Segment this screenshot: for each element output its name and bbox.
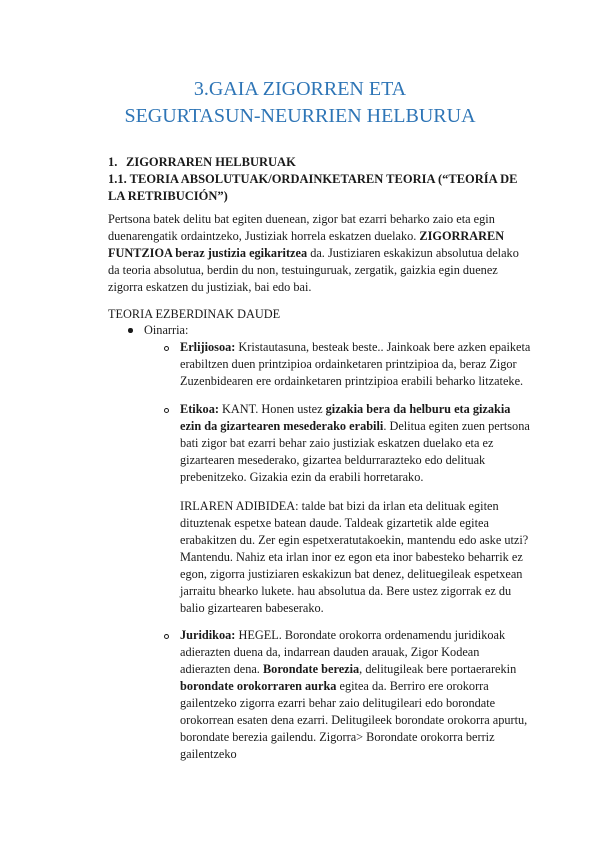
religious-line-2: erabiltzen duen printzipioa ordainketaren printzipioa da, beraz Zigor bbox=[180, 357, 517, 371]
legal-line-8: gailentzeko bbox=[180, 747, 237, 761]
example-line-6: jarraitu bhearko lukete. hau absolutua da. Bere ustez zigorrak ez du bbox=[180, 584, 512, 598]
bullet-dot-icon bbox=[128, 328, 133, 333]
ethical-line-2: ezin da gizartearen mesederako erabili. Delitua egiten zuen pertsona bbox=[180, 419, 530, 433]
ethical-line-1: Etikoa: KANT. Honen ustez gizakia bera da helburu eta gizakia bbox=[180, 402, 511, 416]
legal-line-1: Juridikoa: HEGEL. Borondate orokorra ordenamendu juridikoak bbox=[180, 628, 506, 642]
intro-line-3: FUNTZIOA beraz justizia egikaritzea da. Justiziaren eskakizun absolutua delako bbox=[108, 246, 519, 260]
example-line-1: IRLAREN ADIBIDEA: talde bat bizi da irlan eta delituak egiten bbox=[180, 499, 499, 513]
section-heading: ZIGORRAREN HELBURUAK bbox=[126, 155, 296, 169]
theories-heading: TEORIA EZBERDINAK DAUDE bbox=[108, 307, 281, 321]
page-title-line-1: 3.GAIA ZIGORREN ETA bbox=[193, 78, 407, 100]
legal-line-3: adierazten dena. Borondate berezia, delitugileak bere portaerarekin bbox=[180, 662, 517, 676]
subsection-heading-line-1: 1.1. TEORIA ABSOLUTUAK/ORDAINKETAREN TEORIA (“TEORÍA DE bbox=[108, 172, 518, 186]
section-number: 1. bbox=[108, 155, 118, 169]
example-line-5: egon, zigorra justiziaren eskakizun bat denez, delituegileak espetxean bbox=[180, 567, 523, 581]
legal-line-5: gailentzeko zigorra ezarri behar zaio delitugileari edo borondate bbox=[180, 696, 496, 710]
example-line-3: erabakitzen du. Zer egin espetxeratutakoekin, mantendu edo aske utzi? bbox=[180, 533, 529, 547]
intro-line-5: zigorra eskatzen du justiziak, bai edo bai. bbox=[108, 280, 312, 294]
legal-line-6: orokorrean esaten dena ezarri. Delitugileek borondate orokorra apurtu, bbox=[180, 713, 528, 727]
ethical-line-4: gizartearen mesederako, gizartea beldurrarazteko edo delituak bbox=[180, 453, 486, 467]
ethical-line-3: bati zigor bat ezarri behar zaio justiziak eskatzen duelako eta ez bbox=[180, 436, 494, 450]
intro-line-1: Pertsona batek delitu bat egiten duenean, zigor bat ezarri beharko zaio eta egin bbox=[108, 212, 495, 226]
bullet-circle-icon bbox=[164, 346, 169, 351]
example-line-4: Mantendu. Nahiz eta irlan inor ez egon eta inor babesteko beharrik ez bbox=[180, 550, 523, 564]
ethical-line-5: prebenitzeko. Gizakia ezin da erabili horretarako. bbox=[180, 470, 424, 484]
bullet-circle-icon bbox=[164, 408, 169, 413]
example-line-2: dituztenak espetxe batean daude. Taldeak gizartetik alde egitea bbox=[180, 516, 489, 530]
bullet-circle-icon bbox=[164, 634, 169, 639]
legal-line-4: borondate orokorraren aurka egitea da. Berriro ere orokorra bbox=[180, 679, 489, 693]
example-line-7: balio gizartearen babeserako. bbox=[180, 601, 324, 615]
subsection-heading-line-2: LA RETRIBUCIÓN”) bbox=[108, 189, 228, 203]
page-title-line-2: SEGURTASUN-NEURRIEN HELBURUA bbox=[124, 105, 476, 127]
legal-line-2: adierazten duena da, indarrean dauden arauak, Zigor Kodean bbox=[180, 645, 480, 659]
religious-line-3: Zuzenbidearen ere ordainketaren printzipioa erabili beharko litzateke. bbox=[180, 374, 524, 388]
legal-line-7: borondate berezia gailendu. Zigorra> Borondate orokorra berriz bbox=[180, 730, 495, 744]
intro-line-2: duenarengatik ordaintzeko, Justiziak horrela eskatzen duelako. ZIGORRAREN bbox=[108, 229, 505, 243]
religious-line-1: Erlijiosoa: Kristautasuna, besteak beste.. Jainkoak bere azken epaiketa bbox=[180, 340, 531, 354]
basis-label: Oinarria: bbox=[144, 323, 189, 337]
intro-line-4: da teoria absolutua, berdin du non, testuinguruak, zergatik, gaizkia egin duenez bbox=[108, 263, 498, 277]
